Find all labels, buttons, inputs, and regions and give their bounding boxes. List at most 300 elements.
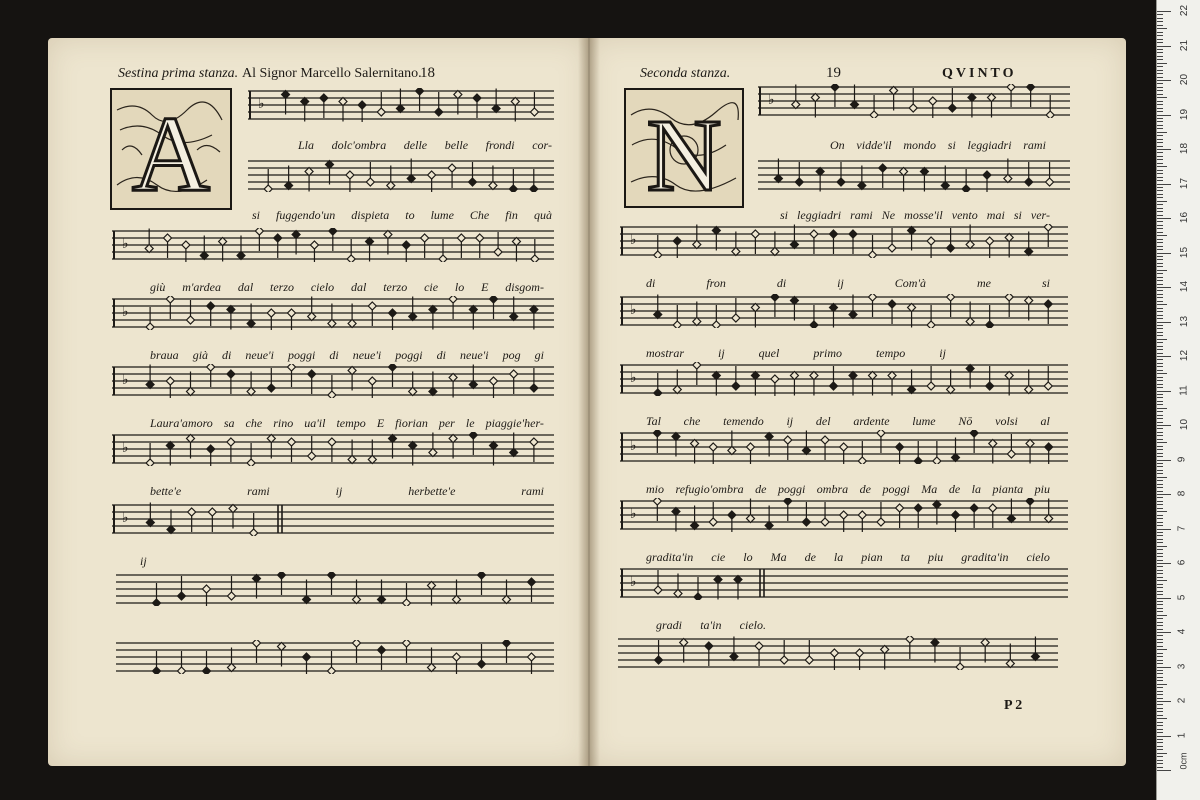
- music-note: [247, 304, 255, 328]
- music-note: [153, 583, 161, 606]
- ruler-tick: [1157, 173, 1163, 174]
- ruler-tick: [1157, 63, 1167, 64]
- music-note: [469, 365, 477, 389]
- music-staff: [620, 498, 1068, 532]
- ruler-tick: [1157, 704, 1163, 705]
- music-note: [253, 640, 261, 663]
- music-note: [166, 442, 174, 466]
- music-note: [1007, 84, 1015, 107]
- ruler-tick: [1157, 166, 1167, 167]
- music-note: [146, 443, 154, 466]
- music-note: [503, 580, 511, 604]
- lyric-syllable: ij: [837, 276, 844, 290]
- music-staff: [112, 296, 554, 330]
- lyric-syllable: si: [780, 208, 789, 222]
- ruler-tick: [1157, 218, 1171, 219]
- music-note: [421, 234, 429, 258]
- lyric-syllable: rami: [521, 484, 544, 498]
- music-note: [693, 362, 701, 385]
- lyric-syllable: pianta: [992, 482, 1024, 496]
- music-note: [207, 364, 215, 387]
- lyric-syllable: Com'à: [894, 276, 927, 290]
- music-note: [429, 306, 437, 330]
- lyric-syllable: pog: [502, 348, 521, 362]
- ruler-tick: [1157, 725, 1163, 726]
- ruler-tick: [1157, 718, 1167, 719]
- music-note: [253, 575, 261, 599]
- lyric-syllable: piaggie'her-: [485, 416, 544, 430]
- music-note: [439, 239, 447, 262]
- music-note: [229, 505, 237, 529]
- ruler-tick: [1157, 504, 1163, 505]
- ruler-tick: [1157, 573, 1163, 574]
- ruler-tick: [1157, 170, 1163, 171]
- lyric-syllable: che: [245, 416, 263, 430]
- music-note: [986, 305, 994, 328]
- ruler-tick: [1157, 73, 1163, 74]
- lyric-syllable: ij: [718, 346, 725, 360]
- music-note: [301, 98, 309, 122]
- ruler-tick: [1157, 225, 1163, 226]
- flat-sign: ♭: [122, 510, 129, 526]
- lyric-syllable: dispieta: [351, 208, 390, 222]
- ruler-tick: [1157, 139, 1163, 140]
- music-note: [469, 306, 477, 330]
- ruler-tick: [1157, 763, 1163, 764]
- ruler-number: 15: [1179, 246, 1191, 258]
- ruler-number: 5: [1176, 594, 1188, 600]
- ruler-tick: [1157, 563, 1171, 564]
- ruler-tick: [1157, 259, 1163, 260]
- ruler-tick: [1157, 332, 1163, 333]
- music-note: [288, 364, 296, 387]
- ruler-tick: [1157, 508, 1163, 509]
- ruler-tick: [1157, 415, 1163, 416]
- music-note: [966, 365, 974, 389]
- ruler-tick: [1157, 180, 1163, 181]
- music-note: [347, 239, 355, 262]
- ruler-tick: [1157, 132, 1167, 133]
- music-note: [747, 499, 755, 523]
- ruler-unit: 0cm: [1178, 752, 1189, 770]
- music-note: [672, 433, 680, 457]
- lyric-syllable: di: [776, 276, 787, 290]
- ruler-tick: [1157, 35, 1163, 36]
- ruler-tick: [1157, 453, 1163, 454]
- lyric-syllable: de: [948, 482, 961, 496]
- music-note: [968, 94, 976, 118]
- lyric-syllable: fin: [505, 208, 518, 222]
- ruler-tick: [1157, 39, 1163, 40]
- music-note: [348, 367, 356, 391]
- ruler-tick: [1157, 104, 1163, 105]
- ruler-tick: [1157, 263, 1163, 264]
- ruler-tick: [1157, 325, 1163, 326]
- ruler-tick: [1157, 632, 1171, 633]
- lyric-syllable: mai: [986, 208, 1005, 222]
- ruler-tick: [1157, 108, 1163, 109]
- ruler-tick: [1157, 529, 1171, 530]
- music-note: [490, 296, 498, 319]
- music-note: [673, 370, 681, 394]
- ruler-tick: [1157, 653, 1163, 654]
- music-note: [890, 87, 898, 111]
- ruler-tick: [1157, 66, 1163, 67]
- flat-sign: ♭: [630, 574, 637, 590]
- flat-sign: ♭: [630, 370, 637, 386]
- music-note: [908, 227, 916, 251]
- ruler-number: 11: [1178, 384, 1190, 396]
- ruler-number: 14: [1179, 280, 1191, 293]
- ruler-tick: [1157, 708, 1163, 709]
- music-note: [353, 640, 361, 663]
- music-note: [247, 443, 255, 466]
- music-note: [489, 166, 497, 190]
- ruler-tick: [1157, 442, 1167, 443]
- ruler-tick: [1157, 722, 1163, 723]
- music-note: [751, 230, 759, 254]
- lyric-syllable: ta: [900, 550, 910, 564]
- music-note: [1045, 499, 1053, 523]
- lyric-syllable: si: [947, 138, 956, 152]
- music-note: [909, 88, 917, 112]
- music-note: [219, 238, 227, 262]
- music-note: [986, 366, 994, 390]
- flat-sign: ♭: [122, 304, 129, 320]
- lyric-syllable: dolc'ombra: [331, 138, 387, 152]
- ruler-tick: [1157, 52, 1163, 53]
- music-note: [1025, 232, 1033, 256]
- lyric-syllable: si: [252, 208, 261, 222]
- music-note: [348, 440, 356, 464]
- music-note: [528, 578, 536, 602]
- music-note: [353, 580, 361, 604]
- ruler-tick: [1157, 366, 1163, 367]
- ruler-tick: [1157, 660, 1163, 661]
- lyric-syllable: le: [465, 416, 475, 430]
- lyric-line: [780, 208, 1050, 223]
- music-note: [328, 438, 336, 462]
- music-note: [285, 166, 293, 190]
- music-note: [927, 305, 935, 328]
- right-header-voice: QVINTO: [942, 66, 1017, 81]
- music-note: [896, 504, 904, 528]
- lyric-syllable: vidde'il: [856, 138, 892, 152]
- ruler-tick: [1157, 432, 1163, 433]
- lyric-syllable: de: [859, 482, 871, 496]
- lyric-syllable: poggi: [882, 482, 910, 496]
- ruler-number: 17: [1179, 177, 1191, 189]
- music-note: [274, 234, 282, 258]
- lyric-syllable: rami: [247, 484, 270, 498]
- ruler-tick: [1157, 221, 1163, 222]
- music-note: [530, 92, 538, 116]
- ruler-tick: [1157, 391, 1171, 392]
- music-note: [790, 297, 798, 321]
- music-note: [771, 294, 779, 317]
- lyric-syllable: neue'i: [352, 348, 382, 362]
- lyric-syllable: la: [833, 550, 844, 564]
- ruler-tick: [1157, 373, 1167, 374]
- lyric-syllable: Tal: [646, 414, 661, 428]
- music-note: [1006, 644, 1014, 668]
- ruler-tick: [1157, 425, 1171, 426]
- music-note: [933, 501, 941, 525]
- ruler-tick: [1157, 687, 1163, 688]
- ruler-tick: [1157, 511, 1167, 512]
- music-note: [988, 94, 996, 118]
- music-note: [328, 651, 336, 674]
- lyric-syllable: m'ardea: [182, 280, 221, 294]
- music-staff: [112, 364, 554, 398]
- music-note: [728, 431, 736, 455]
- music-note: [654, 570, 662, 594]
- music-note: [870, 95, 878, 118]
- music-note: [145, 229, 153, 253]
- lyric-syllable: ij: [939, 346, 946, 360]
- lyric-syllable: mosse'il: [904, 208, 943, 222]
- ruler-tick: [1157, 515, 1163, 516]
- signature-mark: P 2: [1004, 698, 1023, 713]
- music-note: [989, 504, 997, 528]
- music-note: [449, 296, 457, 319]
- ruler-tick: [1157, 349, 1163, 350]
- ruler-tick: [1157, 56, 1163, 57]
- lyric-syllable: sa: [223, 416, 235, 430]
- music-note: [282, 91, 290, 115]
- music-note: [1031, 637, 1039, 661]
- ruler-tick: [1157, 253, 1171, 254]
- initial-letter-n: N: [646, 98, 722, 206]
- music-note: [377, 92, 385, 116]
- lyric-syllable: neue'i: [245, 348, 274, 362]
- ruler-tick: [1157, 642, 1163, 643]
- ruler-tick: [1157, 46, 1171, 47]
- music-note: [409, 372, 417, 396]
- music-note: [888, 372, 896, 396]
- music-note: [705, 642, 713, 666]
- ruler-tick: [1157, 163, 1163, 164]
- lyric-syllable: ij: [140, 554, 147, 568]
- ruler-tick: [1157, 94, 1163, 95]
- lyric-syllable: cie: [424, 280, 439, 294]
- ruler-tick: [1157, 146, 1163, 147]
- lyric-syllable: ij: [335, 484, 343, 498]
- ruler-tick: [1157, 18, 1163, 19]
- ruler-tick: [1157, 135, 1163, 136]
- music-note: [694, 577, 702, 600]
- ruler-number: 9: [1176, 456, 1188, 462]
- music-note: [227, 370, 235, 394]
- music-note: [530, 169, 538, 192]
- music-note: [933, 441, 941, 464]
- music-note: [920, 168, 928, 192]
- lyric-syllable: On: [830, 138, 845, 152]
- music-note: [478, 644, 486, 668]
- ruler-tick: [1157, 270, 1167, 271]
- music-note: [227, 438, 235, 462]
- music-note: [755, 642, 763, 666]
- ruler-tick: [1157, 408, 1167, 409]
- ruler-tick: [1157, 749, 1163, 750]
- ruler-tick: [1157, 335, 1163, 336]
- ruler-tick: [1157, 394, 1163, 395]
- ruler-tick: [1157, 591, 1163, 592]
- ruler-tick: [1157, 473, 1163, 474]
- ruler-tick: [1157, 118, 1163, 119]
- music-note: [1044, 300, 1052, 324]
- music-note: [389, 364, 397, 387]
- lyric-syllable: leggiadri: [797, 208, 842, 222]
- music-note: [227, 306, 235, 330]
- music-note: [730, 637, 738, 661]
- ruler-tick: [1157, 422, 1163, 423]
- music-note: [403, 583, 411, 606]
- ruler-tick: [1157, 449, 1163, 450]
- ruler-tick: [1157, 618, 1163, 619]
- music-note: [655, 640, 663, 664]
- lyric-syllable: primo: [813, 346, 842, 360]
- ruler-tick: [1157, 342, 1163, 343]
- lyric-syllable: Laura'amoro: [150, 416, 213, 430]
- ruler-tick: [1157, 487, 1163, 488]
- lyric-syllable: piu: [1034, 482, 1050, 496]
- ruler-tick: [1157, 570, 1163, 571]
- lyric-syllable: gradi: [656, 618, 683, 632]
- lyric-line: [150, 484, 544, 499]
- ruler-tick: [1157, 753, 1167, 754]
- lyric-syllable: la: [971, 482, 981, 496]
- lyric-syllable: poggi: [777, 482, 806, 496]
- ruler-tick: [1157, 649, 1167, 650]
- music-staff: [620, 362, 1068, 396]
- music-note: [378, 580, 386, 604]
- flat-sign: ♭: [122, 440, 129, 456]
- ruler-tick: [1157, 121, 1163, 122]
- music-note: [166, 296, 174, 319]
- lyric-syllable: ij: [786, 414, 794, 428]
- music-note: [849, 295, 857, 319]
- music-note: [530, 368, 538, 392]
- music-note: [1044, 366, 1052, 390]
- music-note: [693, 225, 701, 249]
- ruler-number: 12: [1179, 349, 1191, 362]
- music-note: [187, 300, 195, 324]
- music-note: [328, 375, 336, 398]
- music-note: [765, 506, 773, 530]
- ruler-tick: [1157, 70, 1163, 71]
- ruler-tick: [1157, 742, 1163, 743]
- initial-letter-a: A: [132, 95, 210, 208]
- ruler-tick: [1157, 670, 1163, 671]
- flat-sign: ♭: [630, 232, 637, 248]
- music-note: [674, 574, 682, 598]
- ruler-tick: [1157, 470, 1163, 471]
- ruler-tick: [1157, 615, 1167, 616]
- lyric-syllable: giù: [150, 280, 166, 294]
- ruler-tick: [1157, 308, 1163, 309]
- music-note: [691, 440, 699, 464]
- ruler-tick: [1157, 322, 1171, 323]
- music-staff: [618, 636, 1058, 670]
- ruler-tick: [1157, 80, 1171, 81]
- music-note: [435, 92, 443, 116]
- music-note: [858, 441, 866, 464]
- ruler-tick: [1157, 239, 1163, 240]
- ruler-tick: [1157, 177, 1163, 178]
- music-note: [732, 366, 740, 390]
- ruler-tick: [1157, 439, 1163, 440]
- ruler-tick: [1157, 756, 1163, 757]
- music-note: [654, 295, 662, 319]
- lyric-syllable: rami: [1023, 138, 1046, 152]
- music-note: [329, 228, 337, 251]
- music-note: [966, 302, 974, 326]
- music-note: [751, 372, 759, 396]
- ruler-tick: [1157, 532, 1163, 533]
- music-note: [654, 235, 662, 258]
- lyric-syllable: tempo: [875, 346, 906, 360]
- ruler-tick: [1157, 387, 1163, 388]
- lyric-syllable: delle: [403, 138, 428, 152]
- ruler-tick: [1157, 622, 1163, 623]
- music-note: [146, 503, 154, 527]
- ruler-tick: [1157, 353, 1163, 354]
- music-note: [732, 298, 740, 322]
- music-note: [328, 572, 336, 595]
- left-header-dedication: Al Signor Marcello Salernitano.: [242, 66, 422, 81]
- ruler-tick: [1157, 539, 1163, 540]
- ruler-tick: [1157, 646, 1163, 647]
- lyric-syllable: cor-: [532, 138, 552, 152]
- music-note: [409, 297, 417, 321]
- flat-sign: ♭: [122, 372, 129, 388]
- music-note: [1005, 294, 1013, 317]
- music-note: [510, 297, 518, 321]
- ruler-tick: [1157, 377, 1163, 378]
- music-note: [478, 572, 486, 595]
- ruler-tick: [1157, 77, 1163, 78]
- music-note: [1025, 297, 1033, 321]
- ruler-tick: [1157, 101, 1163, 102]
- music-staff: [248, 158, 554, 192]
- ruler-number: 13: [1179, 315, 1191, 327]
- music-note: [453, 580, 461, 604]
- music-note: [510, 433, 518, 457]
- ruler-number: 1: [1176, 732, 1188, 738]
- music-note: [914, 504, 922, 528]
- ruler-tick: [1157, 284, 1163, 285]
- music-note: [503, 640, 511, 663]
- music-note: [829, 230, 837, 254]
- music-note: [237, 236, 245, 260]
- music-note: [784, 436, 792, 460]
- music-note: [255, 228, 263, 251]
- music-note: [449, 435, 457, 459]
- music-note: [879, 164, 887, 188]
- music-note: [473, 94, 481, 118]
- music-note: [947, 294, 955, 317]
- music-note: [228, 648, 236, 672]
- music-note: [530, 438, 538, 462]
- music-note: [278, 643, 286, 667]
- ruler-number: 20: [1179, 73, 1191, 86]
- music-note: [146, 307, 154, 330]
- ruler-tick: [1157, 315, 1163, 316]
- music-note: [1005, 372, 1013, 396]
- lyric-syllable: gradita'in: [961, 550, 1009, 564]
- ruler-tick: [1157, 318, 1163, 319]
